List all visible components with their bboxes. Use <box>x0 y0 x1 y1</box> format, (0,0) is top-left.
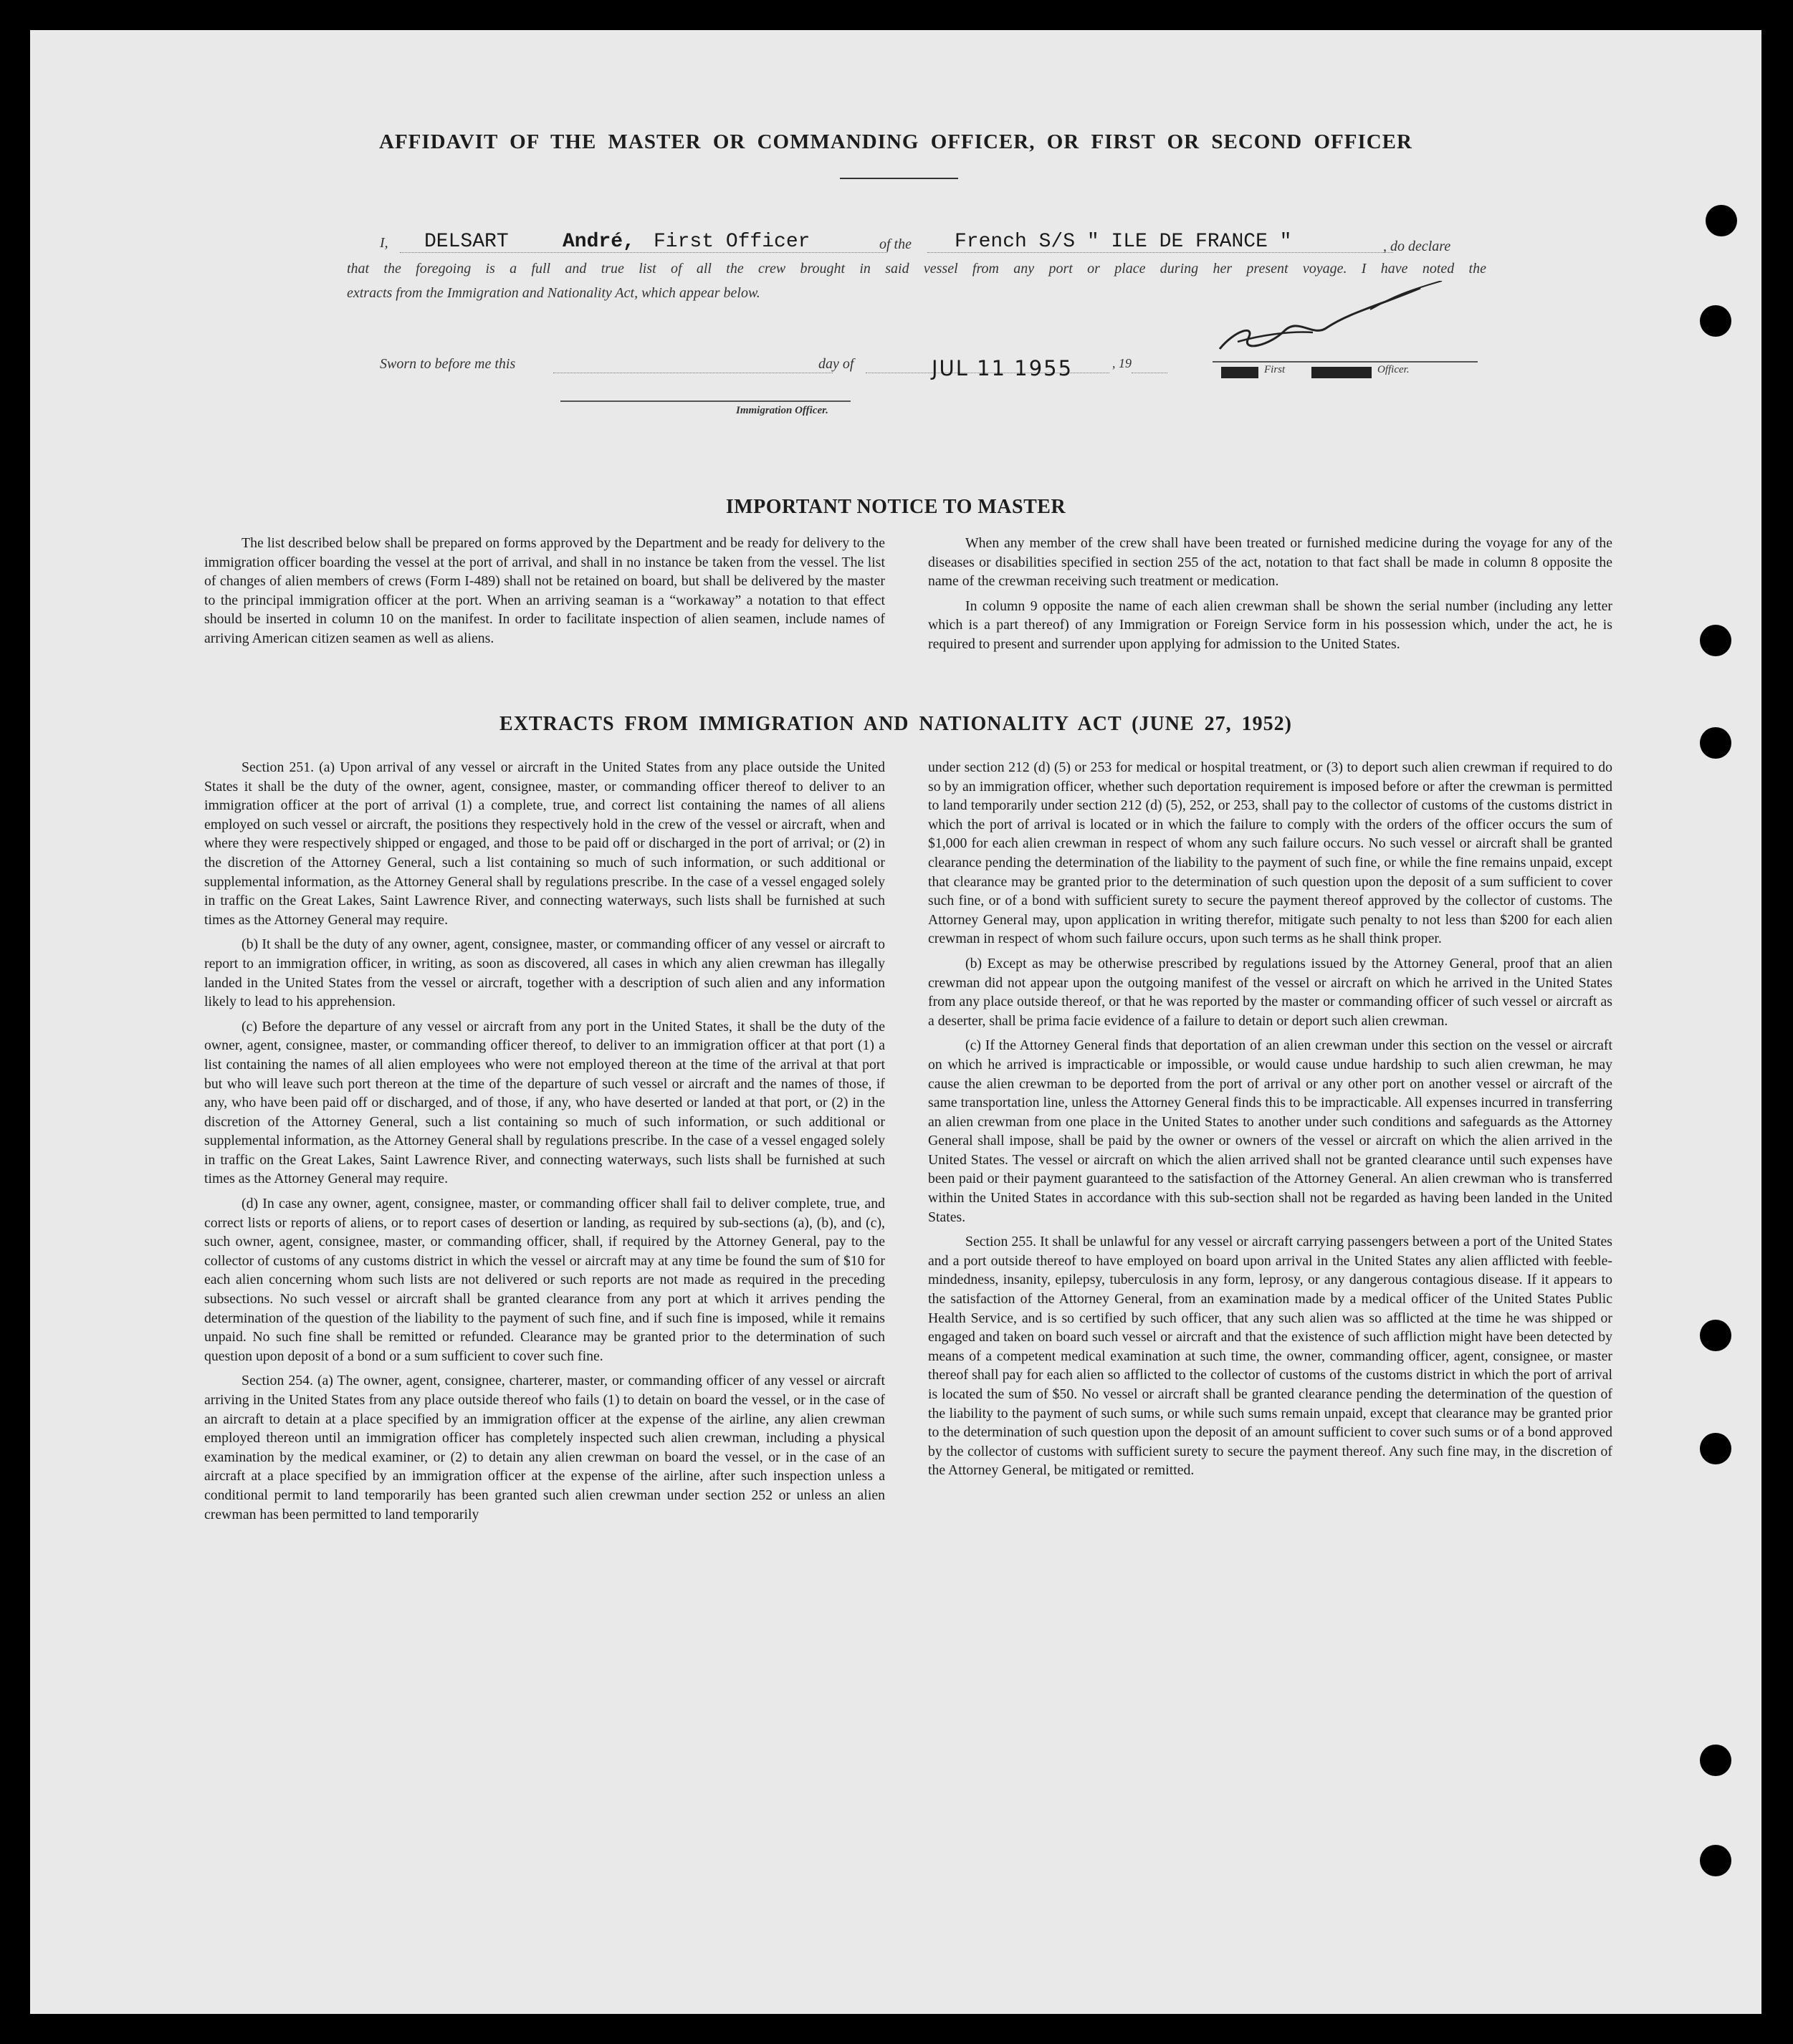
punch-hole <box>1700 1433 1731 1464</box>
title-rule <box>840 178 958 179</box>
punch-hole <box>1700 1320 1731 1351</box>
notice-right-column <box>928 534 1612 654</box>
officer-signature <box>1205 281 1463 367</box>
officer-surname: DELSART <box>424 231 509 253</box>
section-255: Section 255. It shall be unlawful for any vessel or aircraft carrying passengers between a port of the United States and a port outside thereof to have employed on board upon arrival in the United States any alien afflicted with feeble-mindedness, insanity, epilepsy, tuberculosis in any form, leprosy, or any dangerous contagious disease. If it appears to the satisfaction of the Attorney General, from an examination made by a medical officer of the United States Public Health Service, and is so certified by such officer, that any such alien was so afflicted at the time he was shipped or engaged and taken on board such vessel or aircraft and that the existence of such affliction might have been detected by means of a competent medical examination at such time, the owner, commanding officer, agent, consignee, or master thereof shall pay for each alien so afflicted to the collector of customs of the customs district in which the port of arrival is located the sum of $50. No vessel or aircraft shall be granted clearance pending the determination of the question of the liability to the payment of such sums, or while such sums remain unpaid, except that clearance may be granted prior to the determination of such question upon the deposit of an amount sufficient to cover such sums or of a bond approved by the collector of customs with sufficient surety to secure the payment thereof. Any such fine may, in the discretion of the Attorney General, be mitigated or remitted. <box>928 1234 1612 1479</box>
punch-hole <box>1700 305 1731 337</box>
declare-label: , do declare <box>1383 239 1451 254</box>
officer-given-name: André, <box>563 231 635 253</box>
struck-word-2 <box>1311 367 1372 378</box>
affidavit-title: AFFIDAVIT OF THE MASTER OR COMMANDING OFFICER, OR FIRST OR SECOND OFFICER <box>379 130 1412 153</box>
section-254-c: (c) If the Attorney General finds that deportation of an alien crewman under this section on the vessel or aircraft on which he arrived is impracticable or impossible, or would cause undue hardship to such alien crewman, he may cause the alien crewman to be deported from the port of arrival or any other port on another vessel or aircraft of the same transportation line, unless the Attorney General finds this to be impracticable. All expenses incurred in transferring an alien crewman from one place in the United States to another under such conditions and safeguards as the Attorney General shall impose, shall be paid by the owner or owners of the vessel or aircraft on which the alien arrived in the United States. The vessel or aircraft on which the alien arrived shall not be granted clearance until such expenses have been paid or their payment guaranteed to the satisfaction of the Attorney General. An alien crewman who is transferred within the United States in accordance with this sub-section shall not be regarded as having been landed in the United States. <box>928 1037 1612 1225</box>
punch-hole <box>1700 625 1731 656</box>
document-page <box>30 30 1761 2014</box>
section-251-b: (b) It shall be the duty of any owner, agent, consignee, master, or commanding officer of any vessel or aircraft to report to an immigration officer, in writing, as soon as discovered, all cases in which any alien crewman has illegally landed in the United States from the vessel or aircraft, together with a description of such alien and any information likely to lead to his apprehension. <box>204 936 885 1010</box>
sig-label-officer: Officer. <box>1377 364 1410 375</box>
section-254-a-continued: under section 212 (d) (5) or 253 for medical or hospital treatment, or (3) to deport such alien crewman if required to do so by an immigration officer, whether such deportation requirement is imposed before or after the crewman is permitted to land temporarily under section 212 (d) (5), 252, or 253, shall pay to the collector of customs of the customs district in which the port of arrival is located or in which the failure to comply with the orders of the officer occurs the sum of $1,000 for each alien crewman in respect of whom any such failure occurs. No such vessel or aircraft shall be granted clearance pending the determination of the liability to the payment of such fine, or while the fine remains unpaid, except that clearance may be granted prior to the determination of such question upon the deposit of a sum sufficient to cover such fine, or of a bond with sufficient surety to secure the payment thereof approved by the collector of customs. The Attorney General may, upon application in writing therefor, mitigate such penalty to not less than $200 for each alien crewman in respect of whom such failure occurs, upon such terms as he shall think proper. <box>928 759 1612 947</box>
affidavit-text-1: that the foregoing is a full and true list of all the crew brought in said vessel from any port or place during her present voyage. I have noted the <box>347 261 1486 277</box>
section-251-d: (d) In case any owner, agent, consignee, master, or commanding officer shall fail to deliver complete, true, and correct lists or reports of aliens, or to report cases of desertion or landing, as required by sub-sections (a), (b), and (c), such owner, agent, consignee, master, or commanding officer, shall, if required by the Attorney General, pay to the collector of customs of any customs district in which the vessel or aircraft may at any time be found the sum of $10 for each alien concerning whom such lists are not delivered or such reports are not made as required in the preceding subsections. No such vessel or aircraft shall be granted clearance from any port at which it arrives pending the determination of the question of the liability to the payment of such fine, and if such fine is imposed, while it remains unpaid. No such fine shall be remitted or refunded. Clearance may be granted prior to the determination of such question upon deposit of a bond or a sum sufficient to cover such fine. <box>204 1196 885 1364</box>
section-251-c: (c) Before the departure of any vessel or aircraft from any port in the United States, it shall be the duty of the owner, agent, consignee, master, or commanding officer thereof, to deliver to an immigration officer at that port (1) a list containing the names of all alien employees who were not employed thereon at the time of the arrival at that port but who will leave such port thereon at the time of the departure of such vessel or aircraft and the names of those, if any, who have been paid off or discharged, and of those, if any, who have deserted or landed at that port, or (2) in the discretion of the Attorney General, such a list containing so much of such information, or such additional or supplemental information, as the Attorney General shall by regulations prescribe. In the case of a vessel engaged solely in traffic on the Great Lakes, Saint Lawrence River, and connecting waterways, such lists shall be furnished at such times as the Attorney General may require. <box>204 1018 885 1187</box>
notice-left-paragraph: The list described below shall be prepared on forms approved by the Department and be ready for delivery to the immigration officer boarding the vessel at the port of arrival, and shall in no instance be taken from the vessel. The list of changes of alien members of crews (Form I-489) shall not be retained on board, but shall be delivered by the master to the principal immigration officer at the port. When an arriving seaman is a “workaway” a notation to that effect should be inserted in column 10 on the manifest. In order to facilitate inspection of alien seamen, include names of arriving American citizen seamen as well as aliens. <box>204 535 885 646</box>
sworn-date-stamp: JUL 11 1955 <box>932 356 1074 380</box>
sig-label-first: First <box>1264 364 1286 375</box>
immigration-officer-label: Immigration Officer. <box>736 405 828 416</box>
section-254-a: Section 254. (a) The owner, agent, consignee, charterer, master, or commanding officer of any vessel or aircraft arriving in the United States from any place outside thereof who fails (1) to detain on board the vessel, or in the case of an aircraft to detain at a place specified by an immigration officer at the expense of the airline, any alien crewman employed thereon until an immigration officer has completely inspected such alien crewman, including a physical examination by the medical examiner, or (2) to detain any alien crewman on board the vessel, or in the case of an aircraft at a place specified by an immigration officer at the expense of the airline, after such inspection unless a conditional permit to land temporarily has been granted such alien crewman under section 252 or unless an alien crewman has been permitted to land temporarily <box>204 1373 885 1522</box>
section-254-b: (b) Except as may be otherwise prescribed by regulations issued by the Attorney General, proof that an alien crewman did not appear upon the outgoing manifest of the vessel or aircraft on which he arrived in the United States from any place outside thereof, or that he was reported by the master or commanding officer of such vessel or aircraft as a deserter, shall be prima facie evidence of a failure to detain or deport such alien crewman. <box>928 955 1612 1029</box>
notice-right-paragraph-2: In column 9 opposite the name of each alien crewman shall be shown the serial number (including any letter which is a part thereof) of any Immigration or Foreign Service form in his possession which, under the act, he is required to present and surrender upon applying for admission to the United States. <box>928 598 1612 652</box>
punch-hole <box>1700 1745 1731 1776</box>
year-label: , 19 <box>1112 356 1132 370</box>
extracts-title: EXTRACTS FROM IMMIGRATION AND NATIONALITY ACT (JUNE 27, 1952) <box>499 713 1292 735</box>
notice-left-column <box>204 534 885 648</box>
punch-hole <box>1706 205 1737 236</box>
sworn-label: Sworn to before me this <box>380 356 516 372</box>
officer-rank: First Officer <box>654 231 811 253</box>
immigration-officer-line <box>560 400 851 402</box>
struck-word-1 <box>1221 367 1258 378</box>
punch-hole <box>1700 1845 1731 1876</box>
extracts-right-column <box>928 758 1612 1480</box>
section-251-a: Section 251. (a) Upon arrival of any vessel or aircraft in the United States from any place outside the United States it shall be the duty of the owner, agent, consignee, master, or commanding officer thereof to deliver to an immigration officer at the port of arrival (1) a complete, true, and correct list containing the names of all aliens employed on such vessel or aircraft, the positions they respectively hold in the crew of the vessel or aircraft, when and where they were respectively shipped or engaged, and those to be paid off or discharged in the port of arrival; or (2) in the discretion of the Attorney General, such a list containing so much of such information, or such additional or supplemental information, as the Attorney General shall by regulations prescribe. In the case of a vessel engaged solely in traffic on the Great Lakes, Saint Lawrence River, and connecting waterways, such lists shall be furnished at such times as the Attorney General may require. <box>204 759 885 928</box>
punch-hole <box>1700 727 1731 759</box>
affidavit-text-2: extracts from the Immigration and Nationality Act, which appear below. <box>347 285 760 301</box>
vessel-name: French S/S " ILE DE FRANCE " <box>955 231 1292 253</box>
signature-line <box>1213 361 1478 363</box>
i-label: I, <box>380 235 388 251</box>
notice-title: IMPORTANT NOTICE TO MASTER <box>725 496 1066 518</box>
extracts-left-column <box>204 758 885 1524</box>
day-of-label: day of <box>818 356 854 372</box>
notice-right-paragraph-1: When any member of the crew shall have been treated or furnished medicine during the voyage for any of the diseases or disabilities specified in section 255 of the act, notation to that fact shall be made in column 8 opposite the name of the crewman receiving such treatment or medication. <box>928 535 1612 590</box>
of-the-label: of the <box>879 236 912 252</box>
